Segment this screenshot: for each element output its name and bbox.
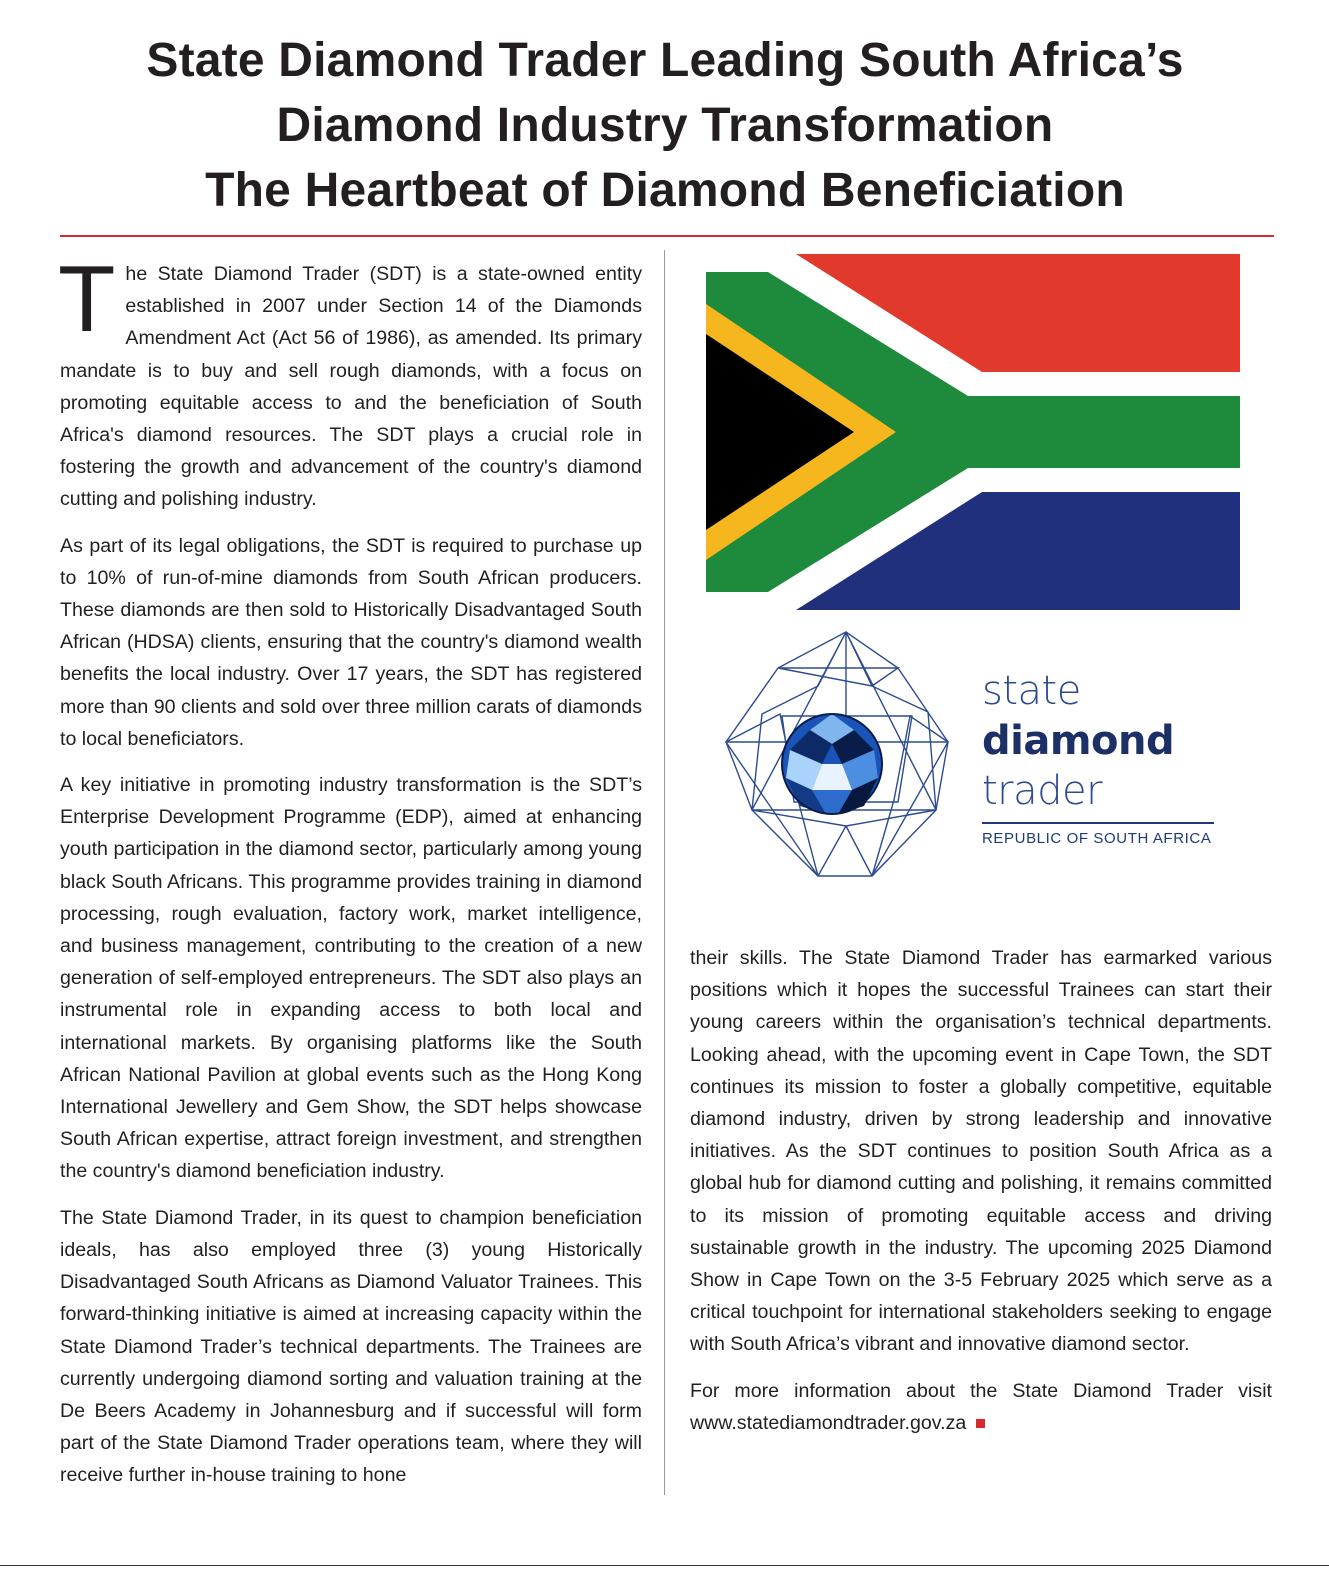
logo-word-state: state [982, 668, 1081, 714]
column-divider [664, 250, 665, 1495]
footer-rule [0, 1565, 1329, 1566]
end-mark-icon [976, 1419, 985, 1428]
paragraph-6-text: For more information about the State Diamond Trader visit www.statediamondtrader.gov.za [690, 1379, 1272, 1434]
paragraph-5: their skills. The State Diamond Trader has earmarked various positions which it hopes the successful Trainees can start their young careers within the organisation’s technical departments. Looking ahead, with the upcoming event in Cape Town, the SDT continues its mission to foster a globally competitive, equitable diamond industry, driven by strong leadership and innovative initiatives. As the SDT continues to position South Africa as a global hub for diamond cutting and polishing, it remains committed to its mission of promoting equitable access and driving sustainable growth in the industry. The upcoming 2025 Diamond Show in Cape Town on the 3-5 February 2025 which serve as a critical touchpoint for international stakeholders seeking to engage with South Africa’s vibrant and innovative diamond sector. [690, 947, 1272, 1356]
logo-subtitle: REPUBLIC OF SOUTH AFRICA [982, 830, 1212, 847]
paragraph-3: A key initiative in promoting industry transformation is the SDT’s Enterprise Development Programme (EDP), aimed at enhancing youth participation in the diamond sector, particularly among young black South Africans. This programme provides training in diamond processing, rough evaluation, factory work, market intelligence, and business management, contributing to the creation of a new generation of self-employed entrepreneurs. The SDT also plays an instrumental role in expanding access to both local and international markets. By organising platforms like the South African National Pavilion at global events such as the Hong Kong International Jewellery and Gem Show, the SDT helps showcase South African expertise, attract foreign investment, and strengthen the country's diamond beneficiation industry. [60, 774, 642, 1183]
headline-divider [60, 235, 1274, 237]
drop-cap: T [58, 246, 116, 351]
logo-wordmark [982, 666, 1242, 847]
paragraph-1 [58, 246, 642, 516]
left-column [58, 246, 642, 1506]
south-africa-flag [706, 254, 1240, 610]
paragraph-4: The State Diamond Trader, in its quest to champion beneficiation ideals, has also employed three (3) young Historically Disadvantaged South Africans as Diamond Valuator Trainees. This forward-thinking initiative is aimed at increasing capacity within the State Diamond Trader’s technical departments. The Trainees are currently undergoing diamond sorting and valuation training at the De Beers Academy in Johannesburg and if successful will form part of the State Diamond Trader operations team, where they will receive further in-house training to hone [60, 1206, 642, 1487]
diamond-logo-icon [722, 630, 970, 882]
right-column [690, 942, 1272, 1453]
paragraph-1-text: he State Diamond Trader (SDT) is a state-owned entity established in 2007 under Section 14 of the Diamonds Amendment Act (Act 56 of 1986), as amended. Its primary mandate is to buy and sell rough diamonds, with a focus on promoting equitable access to and the beneficiation of South Africa's diamond resources. The SDT plays a crucial role in fostering the growth and advancement of the country's diamond cutting and polishing industry. [60, 263, 642, 511]
paragraph-6 [690, 1375, 1272, 1439]
headline-line-2: Diamond Industry Transformation [276, 99, 1054, 152]
headline-line-1: State Diamond Trader Leading South Africa’s [146, 34, 1184, 87]
headline-line-3: The Heartbeat of Diamond Beneficiation [205, 164, 1125, 217]
logo-word-trader: trader [982, 768, 1103, 814]
gem-icon [782, 714, 882, 814]
paragraph-2: As part of its legal obligations, the SDT is required to purchase up to 10% of run-of-mine diamonds from South African producers. These diamonds are then sold to Historically Disadvantaged South African (HDSA) clients, ensuring that the country's diamond wealth benefits the local industry. Over 17 years, the SDT has registered more than 90 clients and sold over three million carats of diamonds to local beneficiators. [60, 534, 642, 750]
logo-rule [982, 822, 1214, 824]
page-title [40, 28, 1290, 223]
logo-word-diamond: diamond [982, 718, 1175, 764]
